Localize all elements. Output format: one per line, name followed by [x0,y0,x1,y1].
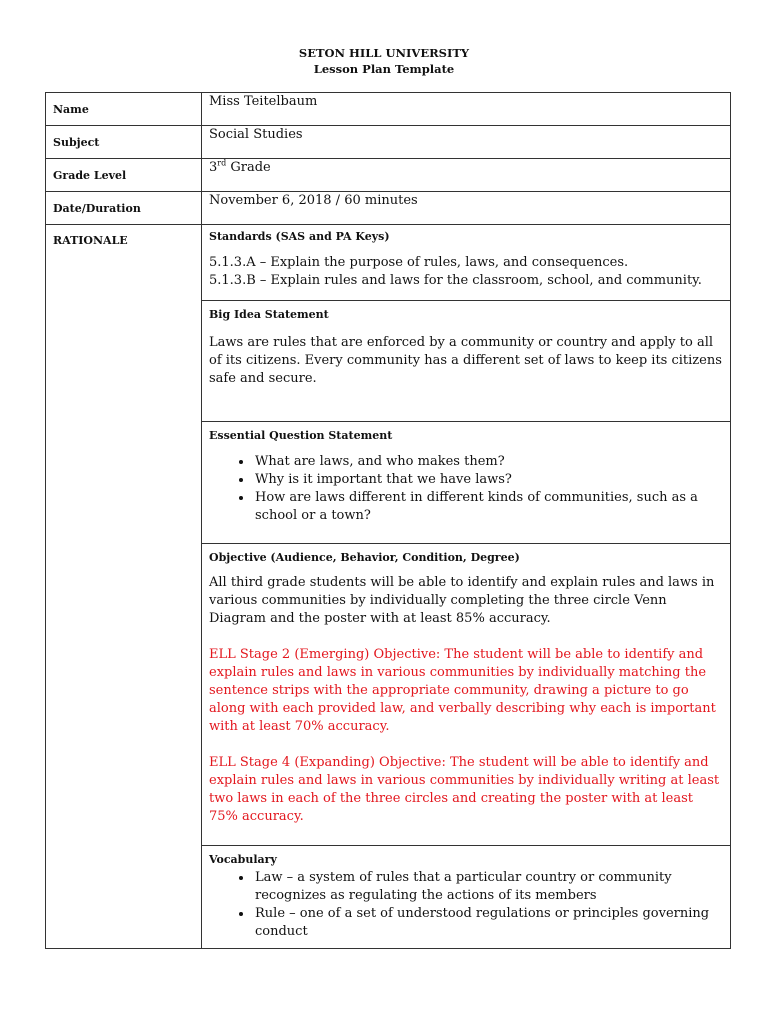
document-header [0,45,768,77]
vocabulary-list [209,869,723,941]
grade-level-value: 3rd Grade [202,159,731,192]
standards-title: Standards (SAS and PA Keys) [209,230,390,243]
big-idea-cell [202,301,731,422]
objective-text: All third grade students will be able to identify and explain rules and laws in various communities by individually completing the three circle Venn Diagram and the poster with at least 85% accuracy. [209,575,715,626]
name-value: Miss Teitelbaum [202,93,731,126]
date-duration-label: Date/Duration [46,192,202,225]
grade-level-label: Grade Level [46,159,202,192]
lesson-plan-table [45,92,731,949]
university-name: SETON HILL UNIVERSITY [298,46,470,60]
standards-cell [202,225,731,301]
objective-cell [202,544,731,846]
list-item: • Rule – one of a set of understood regulations or principles governing conduct [253,905,723,941]
essential-question-list [209,453,723,525]
list-item: • Why is it important that we have laws? [253,471,723,489]
standard-item: 5.1.3.B – Explain rules and laws for the classroom, school, and community. [209,273,702,288]
template-title: Lesson Plan Template [313,62,455,76]
rationale-label: RATIONALE [46,225,202,949]
vocabulary-cell [202,846,731,949]
row-subject [46,126,731,159]
subject-value: Social Studies [202,126,731,159]
date-duration-value: November 6, 2018 / 60 minutes [202,192,731,225]
big-idea-text: Laws are rules that are enforced by a community or country and apply to all of its citizens. Every community has a different set of laws to keep its citizens safe and secure. [209,335,722,386]
standard-item: 5.1.3.A – Explain the purpose of rules, laws, and consequences. [209,255,629,270]
essential-question-title: Essential Question Statement [209,429,393,442]
list-item: • How are laws different in different kinds of communities, such as a school or a town? [253,489,723,525]
row-grade-level [46,159,731,192]
objective-title: Objective (Audience, Behavior, Condition, Degree) [209,551,520,564]
big-idea-title: Big Idea Statement [209,308,329,321]
list-item: • Law – a system of rules that a particular country or community recognizes as regulating the actions of its members [253,869,723,905]
row-date-duration [46,192,731,225]
essential-question-cell [202,422,731,544]
ell-stage-4-objective: ELL Stage 4 (Expanding) Objective: The student will be able to identify and explain rules and laws in various communities by individually writing at least two laws in each of the three circles and creating the poster with at least 75% accuracy. [209,755,720,824]
subject-label: Subject [46,126,202,159]
name-label: Name [46,93,202,126]
row-name [46,93,731,126]
vocabulary-title: Vocabulary [209,853,277,866]
ell-stage-2-objective: ELL Stage 2 (Emerging) Objective: The student will be able to identify and explain rules and laws in various communities by individually matching the sentence strips with the appropriate community, drawing a picture to go along with each provided law, and verbally describing why each is important with at least 70% accuracy. [209,647,716,734]
row-standards [46,225,731,301]
list-item: • What are laws, and who makes them? [253,453,723,471]
